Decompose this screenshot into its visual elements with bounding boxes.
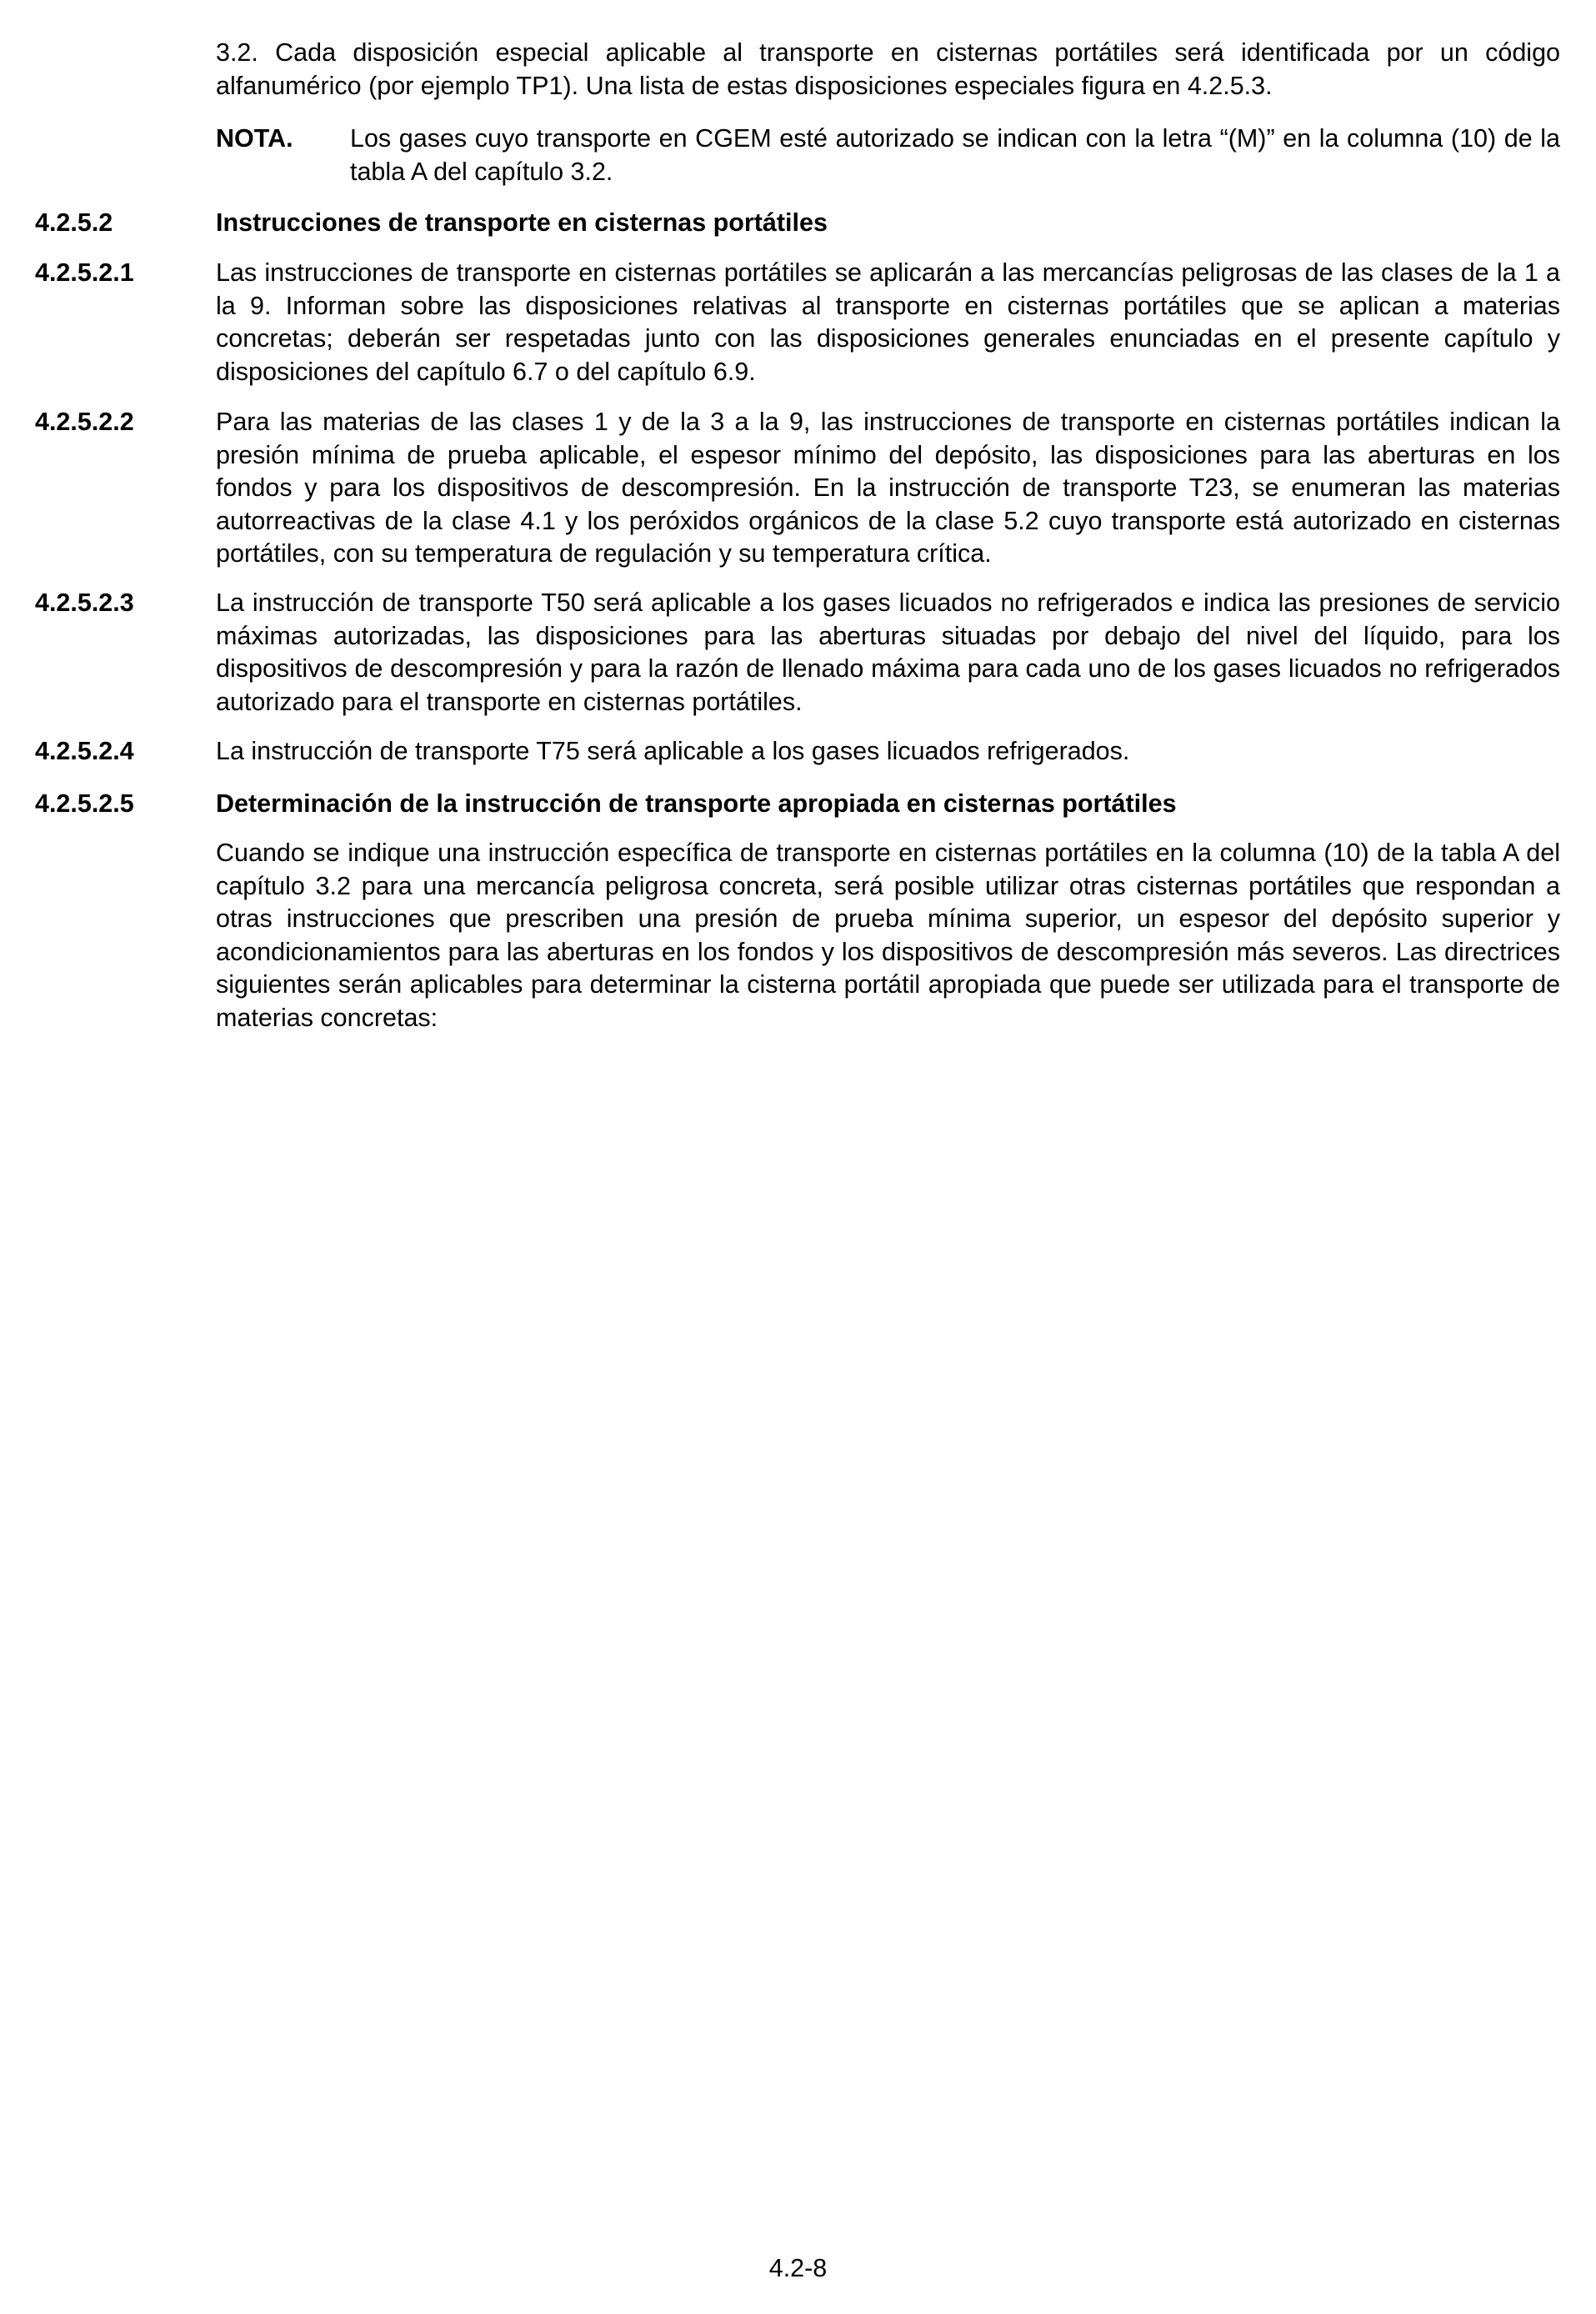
section-text: La instrucción de transporte T75 será aplicable a los gases licuados refrigerados. — [216, 737, 1130, 765]
section-text: Las instrucciones de transporte en cisternas portátiles se aplicarán a las mercancías peligrosas de las clases de la 1 a la 9. Informan sobre las disposiciones relativas al transporte en cisternas portátiles que se aplican a materias concretas; deberán ser respetadas junto con las disposiciones generales enunciadas en el presente capítulo y disposiciones del capítulo 6.7 o del capítulo 6.9. — [216, 258, 1560, 386]
page-number: 4.2-8 — [768, 2254, 828, 2282]
section-number: 4.2.5.2.3 — [35, 589, 134, 617]
section-text: Cuando se indique una instrucción específica de transporte en cisternas portátiles en la columna (10) de la tabla A del capítulo 3.2 para una mercancía peligrosa concreta, será posible utilizar otras cisternas portátiles que respondan a otras instrucciones que prescriben una presión de prueba mínima superior, un espesor del depósito superior y acondicionamientos para las aberturas en los fondos y los dispositivos de descompresión más severos. Las directrices siguientes serán aplicables para determinar la cisterna portátil apropiada que puede ser utilizada para el transporte de materias concretas: — [216, 839, 1560, 1032]
section-number: 4.2.5.2.1 — [35, 258, 134, 287]
section-heading: Determinación de la instrucción de transporte apropiada en cisternas portátiles — [216, 789, 1177, 818]
intro-text: 3.2. Cada disposición especial aplicable al transporte en cisternas portátiles será identificada por un código alfanumérico (por ejemplo TP1). Una lista de estas disposiciones especiales figura en 4.2.5.3. — [216, 38, 1560, 100]
section-number: 4.2.5.2.2 — [35, 408, 134, 436]
nota-label: NOTA. — [216, 124, 293, 153]
section-text: La instrucción de transporte T50 será aplicable a los gases licuados no refrigerados e indica las presiones de servicio máximas autorizadas, las disposiciones para las aberturas situadas por debajo del nivel del líquido, para los dispositivos de descompresión y para la razón de llenado máxima para cada uno de los gases licuados no refrigerados autorizado para el transporte en cisternas portátiles. — [216, 589, 1560, 716]
section-text: Para las materias de las clases 1 y de la 3 a la 9, las instrucciones de transporte en cisternas portátiles indican la presión mínima de prueba aplicable, el espesor mínimo del depósito, las disposiciones para las aberturas en los fondos y para los dispositivos de descompresión. En la instrucción de transporte T23, se enumeran las materias autorreactivas de la clase 4.1 y los peróxidos orgánicos de la clase 5.2 cuyo transporte está autorizado en cisternas portátiles, con su temperatura de regulación y su temperatura crítica. — [216, 408, 1560, 568]
nota-text: Los gases cuyo transporte en CGEM esté autorizado se indican con la letra “(M)” en la columna (10) de la tabla A del capítulo 3.2. — [350, 124, 1560, 186]
section-number: 4.2.5.2.5 — [35, 789, 134, 818]
section-heading: Instrucciones de transporte en cisternas portátiles — [216, 208, 828, 237]
section-number: 4.2.5.2.4 — [35, 737, 134, 765]
section-number: 4.2.5.2 — [35, 208, 113, 237]
